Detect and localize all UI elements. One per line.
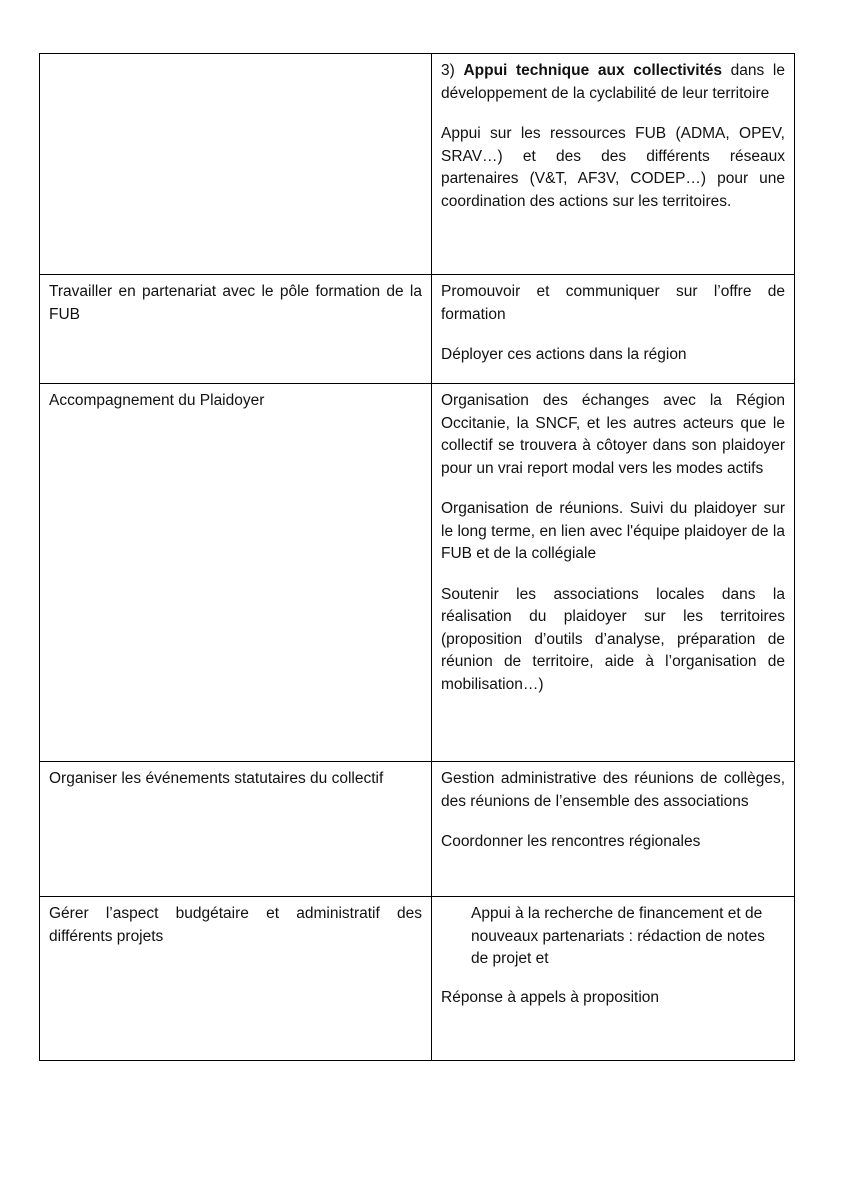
table-row <box>40 762 795 897</box>
paragraph: Gestion administrative des réunions de collèges, des réunions de l’ensemble des associations <box>441 770 785 810</box>
table-cell-left <box>40 54 432 275</box>
cell-text: Travailler en partenariat avec le pôle formation de la FUB <box>49 283 422 323</box>
paragraph: Organisation de réunions. Suivi du plaidoyer sur le long terme, en lien avec l'équipe plaidoyer de la FUB et de la collégiale <box>441 500 785 562</box>
paragraph: Réponse à appels à proposition <box>441 988 660 1006</box>
paragraph <box>441 60 785 105</box>
table-cell-right <box>432 275 795 384</box>
cell-text: Gérer l’aspect budgétaire et administratif des différents projets <box>49 905 422 945</box>
table-cell-left <box>40 897 432 1061</box>
paragraph: Coordonner les rencontres régionales <box>441 833 701 850</box>
paragraph: Organisation des échanges avec la Région Occitanie, la SNCF, et les autres acteurs que le collectif se trouvera à côtoyer dans son plaidoyer pour un vrai report modal vers les modes actifs <box>441 392 785 477</box>
paragraph: Soutenir les associations locales dans la réalisation du plaidoyer sur les territoires (proposition d’outils d’analyse, préparation de réunion de territoire, aide à l’organisation de mobilisation…) <box>441 585 785 693</box>
paragraph: Appui à la recherche de financement et de nouveaux partenariats : rédaction de notes de projet et <box>471 905 765 967</box>
table-row <box>40 384 795 762</box>
table-cell-right <box>432 897 795 1061</box>
table-row <box>40 275 795 384</box>
table-cell-left <box>40 762 432 897</box>
paragraph-text: dans le développement de la cyclabilité de leur territoire <box>441 62 785 102</box>
activities-table <box>39 53 795 1061</box>
table-row <box>40 54 795 275</box>
bold-heading: Appui technique aux collectivités <box>463 62 722 79</box>
table-cell-right <box>432 762 795 897</box>
cell-text: Accompagnement du Plaidoyer <box>49 392 265 409</box>
table-cell-right <box>432 384 795 762</box>
paragraph: Déployer ces actions dans la région <box>441 346 687 363</box>
list-number: 3) <box>441 62 464 79</box>
paragraph: Appui sur les ressources FUB (ADMA, OPEV, SRAV…) et des des différents réseaux partenaires (V&T, AF3V, CODEP…) pour une coordination des actions sur les territoires. <box>441 125 785 210</box>
table-cell-left <box>40 275 432 384</box>
paragraph: Promouvoir et communiquer sur l’offre de formation <box>441 283 785 323</box>
table-row <box>40 897 795 1061</box>
cell-text: Organiser les événements statutaires du collectif <box>49 770 384 787</box>
table-cell-left <box>40 384 432 762</box>
table-cell-right <box>432 54 795 275</box>
